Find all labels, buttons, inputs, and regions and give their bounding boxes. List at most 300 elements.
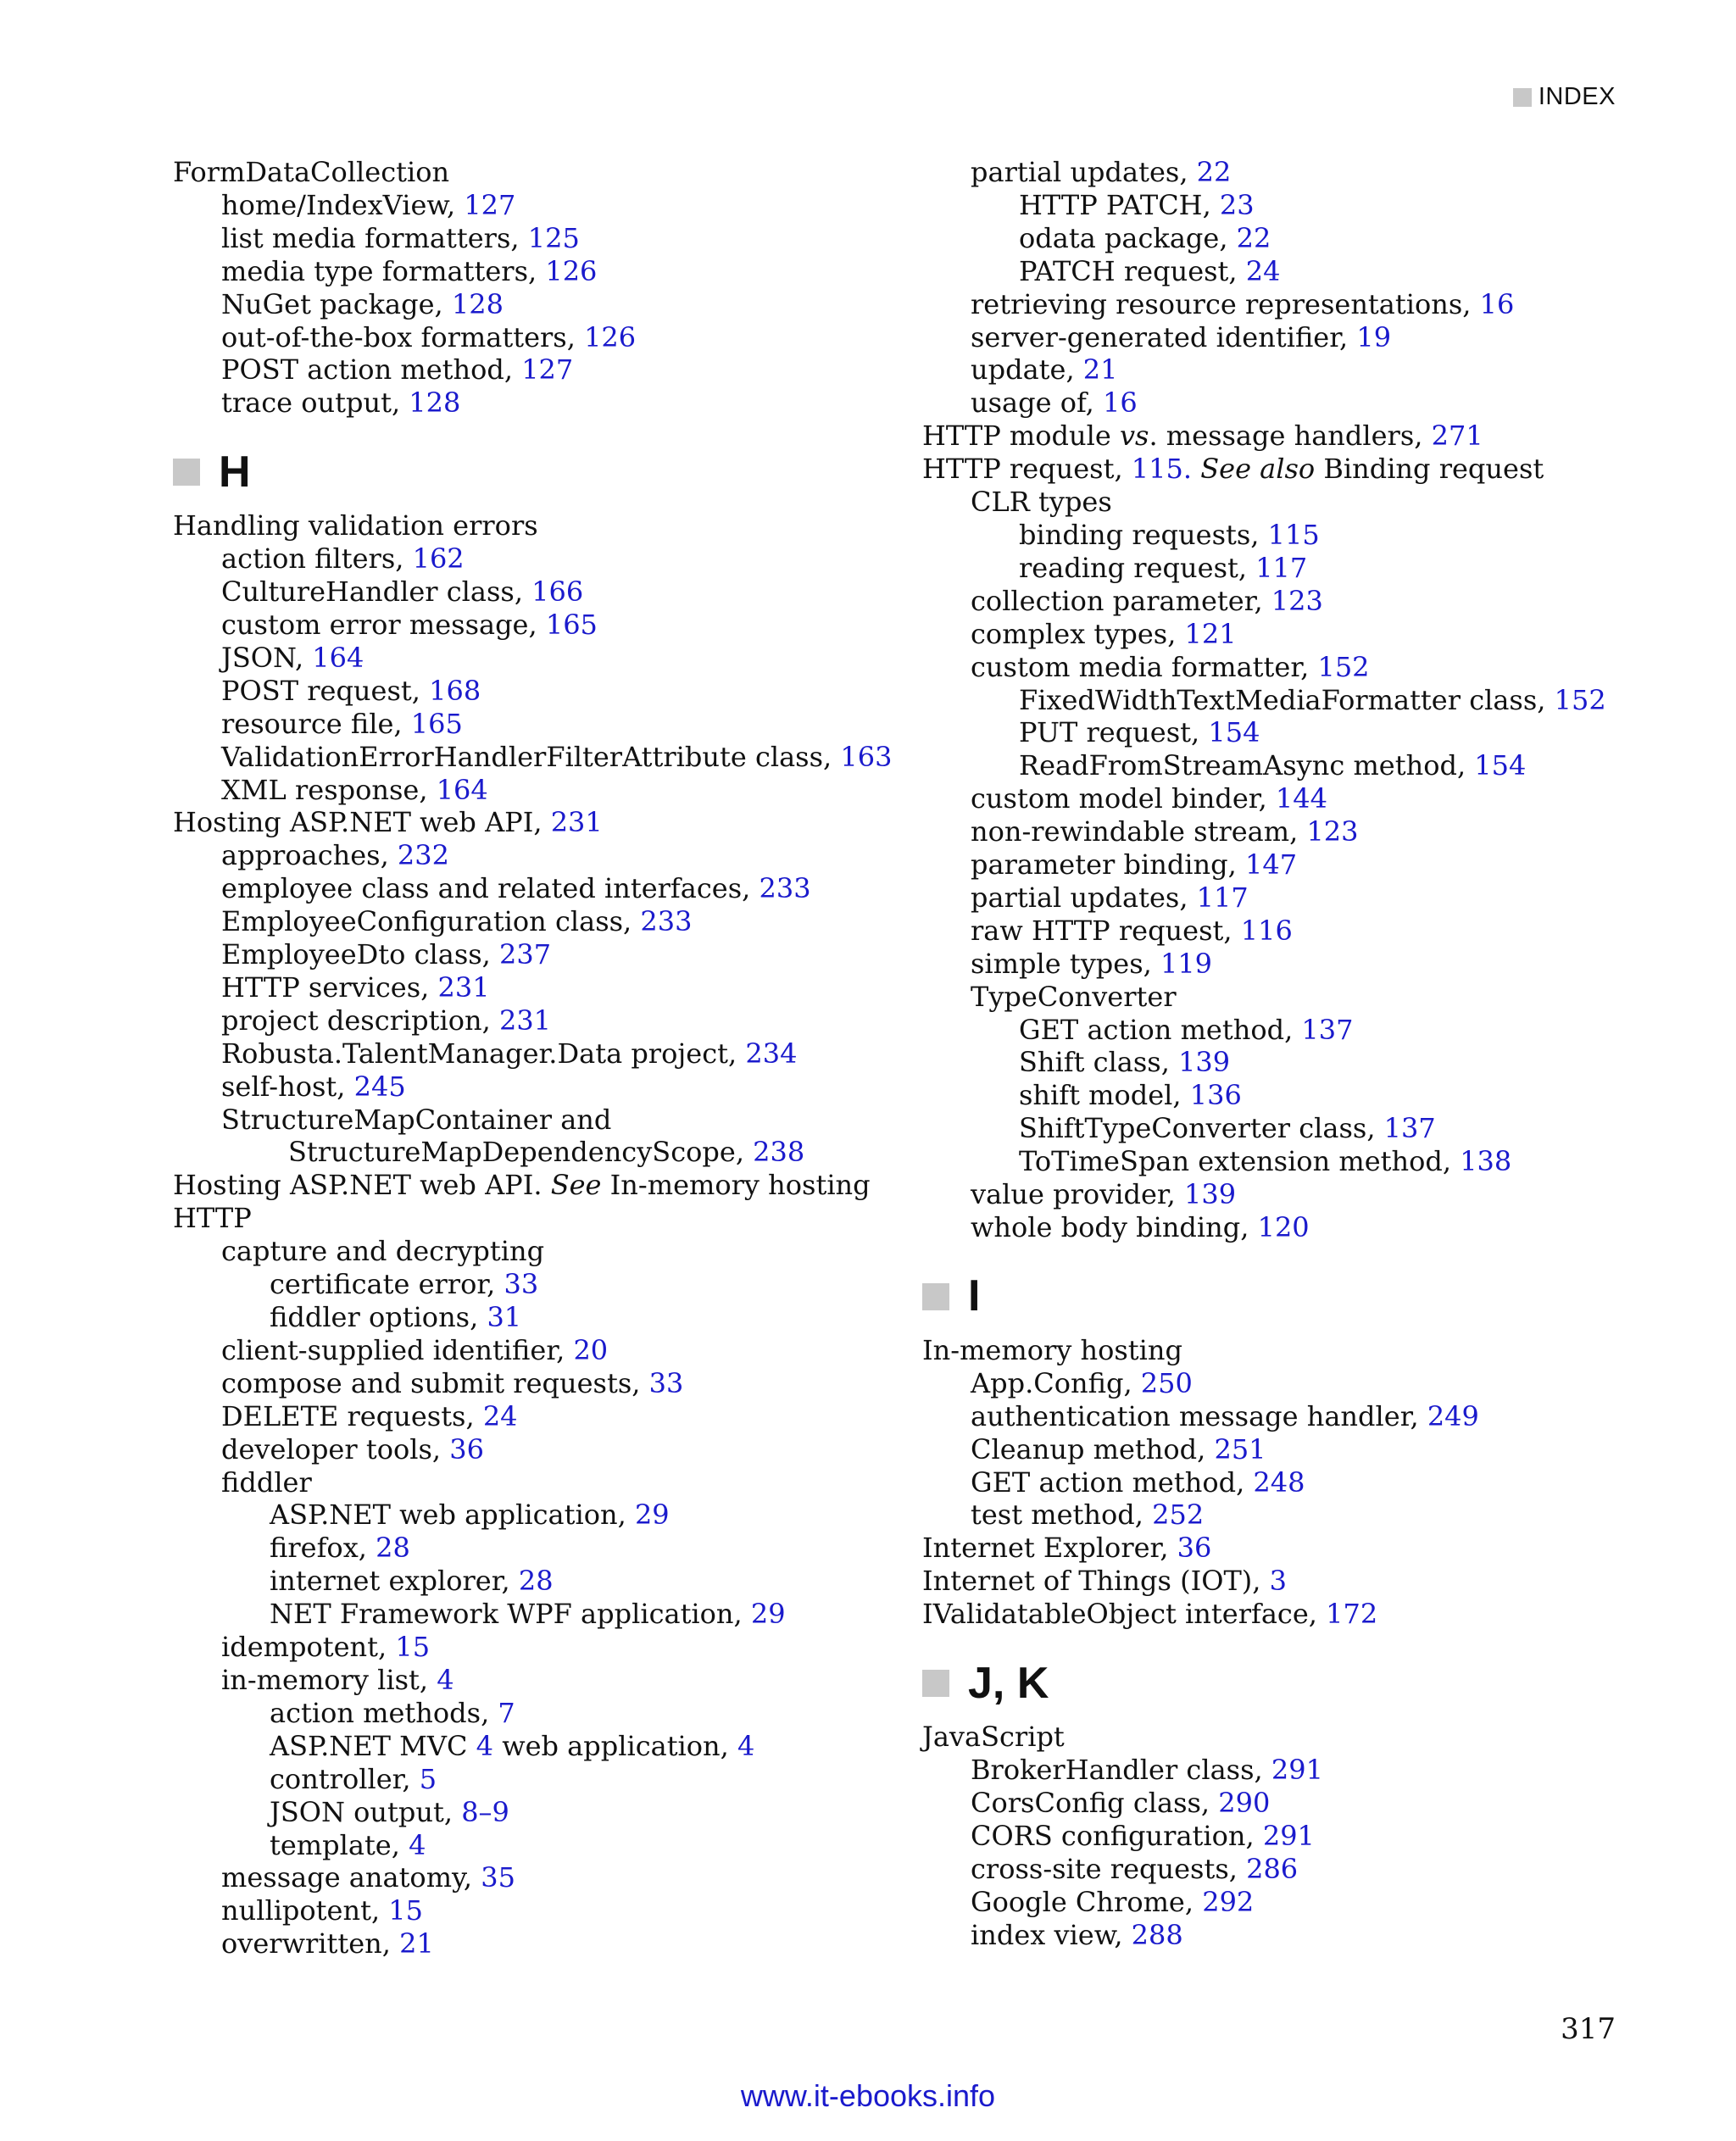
index-entry <box>173 1730 919 1763</box>
index-entry <box>922 651 1634 684</box>
index-entry <box>922 1400 1634 1433</box>
index-entry <box>173 222 919 255</box>
page-link[interactable]: 16 <box>1103 386 1138 420</box>
page-link[interactable]: 152 <box>1317 650 1370 683</box>
index-entry <box>173 1136 919 1169</box>
entry-term: resource file, <box>221 707 411 740</box>
entry-term-cont: web application, <box>493 1729 737 1762</box>
entry-term: media type formatters, <box>221 254 546 287</box>
page-link[interactable]: 137 <box>1301 1013 1354 1046</box>
page-link[interactable]: 128 <box>409 386 461 420</box>
entry-term: CORS configuration, <box>971 1819 1263 1852</box>
page-link[interactable]: 139 <box>1178 1046 1231 1079</box>
entry-term-cont: Binding request <box>1315 453 1544 486</box>
square-bullet-icon <box>173 459 200 486</box>
index-entry <box>173 156 919 189</box>
index-column-left <box>173 156 919 1960</box>
entry-term: overwritten, <box>221 1927 400 1960</box>
index-entry <box>922 1211 1634 1244</box>
index-entry <box>922 1079 1634 1112</box>
index-entry <box>922 1565 1634 1598</box>
page-link[interactable]: 137 <box>1383 1112 1436 1145</box>
footer-link[interactable]: www.it-ebooks.info <box>740 2078 996 2113</box>
entry-term: EmployeeDto class, <box>221 938 500 971</box>
index-entry <box>173 1894 919 1927</box>
index-entry <box>173 971 919 1004</box>
page-link[interactable]: 20 <box>573 1333 609 1366</box>
entry-term: ASP.NET web application, <box>270 1499 635 1532</box>
entry-term: TypeConverter <box>971 980 1177 1013</box>
entry-term: StructureMapDependencyScope, <box>288 1136 754 1169</box>
entry-term: fiddler options, <box>270 1301 487 1333</box>
entry-term: non-rewindable stream, <box>971 815 1307 848</box>
page-link[interactable]: 147 <box>1244 848 1298 881</box>
section-letter: I <box>968 1271 981 1321</box>
page-link[interactable]: 154 <box>1208 716 1260 749</box>
entry-term: capture and decrypting <box>221 1235 545 1268</box>
entry-term: GET action method, <box>971 1465 1254 1499</box>
index-entry <box>173 1631 919 1664</box>
page-link[interactable]: 286 <box>1246 1852 1299 1885</box>
page-link[interactable]: 123 <box>1271 584 1323 617</box>
index-entry <box>922 1178 1634 1211</box>
page-link[interactable]: 232 <box>397 839 449 872</box>
page-link[interactable]: 163 <box>840 740 893 773</box>
square-bullet-icon <box>1513 88 1532 107</box>
page-link[interactable]: 121 <box>1184 617 1237 650</box>
index-entry <box>173 741 919 774</box>
entry-term: Hosting ASP.NET web API. <box>173 1169 551 1202</box>
page-link[interactable]: 19 <box>1356 320 1392 353</box>
entry-term: in-memory list, <box>221 1663 437 1696</box>
index-entry <box>922 881 1634 915</box>
index-entry <box>173 1466 919 1499</box>
index-entry <box>922 519 1634 552</box>
page-link[interactable]: 166 <box>531 576 584 609</box>
index-entry <box>173 321 919 354</box>
index-entry <box>922 684 1634 717</box>
entry-term: DELETE requests, <box>221 1399 483 1432</box>
index-entry <box>173 806 919 839</box>
entry-term: retrieving resource representations, <box>971 287 1480 320</box>
index-entry <box>173 1565 919 1598</box>
entry-term: POST action method, <box>221 353 522 386</box>
entry-term: nullipotent, <box>221 1894 389 1927</box>
entry-term: NET Framework WPF application, <box>270 1598 751 1631</box>
page-link[interactable]: 245 <box>353 1070 406 1103</box>
index-entry <box>922 915 1634 948</box>
page-link[interactable]: 231 <box>437 970 490 1004</box>
page-link[interactable]: 136 <box>1189 1079 1242 1112</box>
index-entry <box>173 1796 919 1829</box>
entry-term: POST request, <box>221 674 430 707</box>
page-link[interactable]: 231 <box>498 1004 552 1037</box>
entry-term: employee class and related interfaces, <box>221 872 760 905</box>
page-link[interactable]: 162 <box>412 542 465 576</box>
entry-term: HTTP module <box>922 420 1120 453</box>
index-entry <box>173 1532 919 1565</box>
entry-term: App.Config, <box>971 1366 1141 1399</box>
entry-term: firefox, <box>270 1532 376 1565</box>
page-link[interactable]: 234 <box>745 1037 798 1070</box>
index-entry <box>173 1598 919 1631</box>
index-entry <box>922 1334 1634 1367</box>
page-link[interactable]: 8–9 <box>461 1795 509 1828</box>
section-letter-heading <box>922 1660 1634 1707</box>
page-link[interactable]: 115. <box>1131 453 1193 486</box>
entry-term: JavaScript <box>922 1721 1065 1754</box>
page-link[interactable]: 116 <box>1240 914 1293 947</box>
entry-term: binding requests, <box>1019 518 1268 551</box>
entry-term: whole body binding, <box>971 1211 1258 1243</box>
page-link[interactable]: 15 <box>388 1894 423 1927</box>
index-entry <box>173 288 919 321</box>
page-link[interactable]: 117 <box>1255 551 1308 584</box>
index-entry <box>173 872 919 905</box>
index-entry <box>922 1787 1634 1820</box>
entry-term: Cleanup method, <box>971 1432 1215 1465</box>
index-entry <box>922 1499 1634 1532</box>
entry-term: odata package, <box>1019 221 1237 254</box>
entry-term: shift model, <box>1019 1079 1190 1112</box>
entry-term-cont: . message handlers, <box>1149 420 1432 453</box>
entry-term: IValidatableObject interface, <box>922 1598 1327 1631</box>
entry-term: client-supplied identifier, <box>221 1333 574 1366</box>
index-entry <box>173 353 919 386</box>
page-link[interactable]: 251 <box>1214 1432 1266 1465</box>
index-entry <box>922 848 1634 881</box>
page-link[interactable]: 233 <box>640 905 693 938</box>
entry-term: custom media formatter, <box>971 650 1318 683</box>
entry-term: custom error message, <box>221 608 546 641</box>
index-entry <box>922 1145 1634 1178</box>
index-entry <box>922 255 1634 288</box>
page-link[interactable]: 237 <box>499 938 552 971</box>
page-link[interactable]: 15 <box>395 1631 431 1664</box>
entry-term: HTTP <box>173 1202 252 1235</box>
entry-term: ValidationErrorHandlerFilterAttribute class, <box>221 740 841 773</box>
page-link[interactable]: 23 <box>1219 188 1255 221</box>
page-link[interactable]: 123 <box>1306 815 1359 848</box>
entry-term: controller, <box>270 1762 420 1795</box>
index-entry <box>922 1721 1634 1754</box>
entry-term: StructureMapContainer and <box>221 1103 612 1136</box>
entry-term: HTTP services, <box>221 970 438 1004</box>
page-link[interactable]: 172 <box>1326 1598 1378 1631</box>
page-link[interactable]: 22 <box>1236 221 1271 254</box>
page-link[interactable]: 138 <box>1460 1145 1512 1178</box>
index-entry <box>173 1301 919 1334</box>
index-entry <box>173 255 919 288</box>
entry-term: project description, <box>221 1004 499 1037</box>
entry-term: fiddler <box>221 1465 312 1499</box>
index-entry <box>173 1861 919 1894</box>
page-link[interactable]: 233 <box>759 872 811 905</box>
entry-term: PUT request, <box>1019 716 1209 749</box>
entry-italic: See <box>550 1169 602 1202</box>
running-head-label: INDEX <box>1538 83 1616 110</box>
index-entry <box>173 1169 919 1202</box>
page-link[interactable]: 290 <box>1218 1786 1271 1819</box>
page-link[interactable]: 5 <box>419 1762 437 1795</box>
entry-term: Hosting ASP.NET web API, <box>173 806 551 839</box>
page-link[interactable]: 117 <box>1196 881 1249 914</box>
entry-term: GET action method, <box>1019 1013 1302 1046</box>
index-entry <box>173 1037 919 1070</box>
index-entry <box>922 1754 1634 1787</box>
square-bullet-icon <box>922 1283 949 1310</box>
index-entry <box>922 386 1634 420</box>
index-entry <box>173 1104 919 1137</box>
page-link[interactable]: 4 <box>737 1729 755 1762</box>
page-link[interactable]: 152 <box>1554 683 1606 716</box>
page-link[interactable]: 33 <box>504 1268 539 1301</box>
page-link[interactable]: 33 <box>648 1366 684 1399</box>
index-entry <box>173 1202 919 1235</box>
entry-term: trace output, <box>221 386 409 420</box>
entry-term: certificate error, <box>270 1268 504 1301</box>
page-link[interactable]: 22 <box>1196 156 1232 188</box>
index-entry <box>922 552 1634 585</box>
entry-term: raw HTTP request, <box>971 914 1241 947</box>
index-entry <box>173 542 919 576</box>
entry-term: compose and submit requests, <box>221 1366 649 1399</box>
entry-term: simple types, <box>971 947 1160 980</box>
entry-italic: vs <box>1119 420 1149 453</box>
index-entry <box>922 222 1634 255</box>
page-link[interactable]: 21 <box>1082 353 1118 386</box>
entry-term: custom model binder, <box>971 782 1276 815</box>
index-entry <box>922 815 1634 848</box>
entry-term: partial updates, <box>971 156 1197 188</box>
page-link[interactable]: 24 <box>1245 254 1281 287</box>
index-entry <box>922 1014 1634 1047</box>
index-entry <box>173 1004 919 1037</box>
page-link[interactable]: 126 <box>584 320 637 353</box>
entry-term: JSON, <box>221 641 313 674</box>
page-link[interactable]: 291 <box>1271 1753 1323 1786</box>
section-letter-heading <box>173 448 919 496</box>
index-entry <box>922 948 1634 981</box>
index-entry <box>922 1466 1634 1499</box>
page-link[interactable]: 29 <box>634 1499 670 1532</box>
running-head <box>1513 83 1616 111</box>
entry-term: HTTP request, <box>922 453 1132 486</box>
page-link[interactable]: 271 <box>1431 420 1483 453</box>
index-entry <box>173 905 919 938</box>
index-entry <box>922 1886 1634 1919</box>
page-link[interactable]: 248 <box>1253 1465 1305 1499</box>
entry-term: update, <box>971 353 1083 386</box>
page-link[interactable]: 28 <box>518 1565 554 1598</box>
index-entry <box>922 618 1634 651</box>
page-link[interactable]: 28 <box>376 1532 410 1565</box>
index-entry <box>922 321 1634 354</box>
entry-term: approaches, <box>221 839 398 872</box>
index-entry <box>922 749 1634 782</box>
index-entry <box>922 288 1634 321</box>
page-link[interactable]: 291 <box>1262 1819 1315 1852</box>
entry-term: collection parameter, <box>971 584 1271 617</box>
index-entry <box>922 1046 1634 1079</box>
entry-term: template, <box>270 1828 409 1861</box>
entry-term: FormDataCollection <box>173 156 450 188</box>
entry-term: BrokerHandler class, <box>971 1753 1271 1786</box>
page-link[interactable]: 164 <box>312 641 364 674</box>
entry-term: ToTimeSpan extension method, <box>1019 1145 1461 1178</box>
page-link[interactable]: 7 <box>498 1696 515 1729</box>
page-link[interactable]: 231 <box>550 806 603 839</box>
index-entry <box>922 716 1634 749</box>
entry-term: parameter binding, <box>971 848 1245 881</box>
index-entry <box>173 1235 919 1268</box>
entry-term: FixedWidthTextMediaFormatter class, <box>1019 683 1555 716</box>
entry-term: In-memory hosting <box>922 1333 1182 1366</box>
entry-term: reading request, <box>1019 551 1256 584</box>
index-entry <box>922 420 1634 453</box>
index-entry <box>922 1367 1634 1400</box>
page-link[interactable]: 288 <box>1131 1918 1183 1951</box>
page-link[interactable]: 292 <box>1202 1885 1255 1918</box>
index-entry <box>922 585 1634 618</box>
entry-term: HTTP PATCH, <box>1019 188 1220 221</box>
page-link[interactable]: 165 <box>545 608 598 641</box>
entry-term-cont: In-memory hosting <box>601 1169 871 1202</box>
square-bullet-icon <box>922 1670 949 1697</box>
index-entry <box>922 981 1634 1014</box>
index-entry <box>173 675 919 708</box>
page-link[interactable]: 168 <box>429 674 481 707</box>
page-link[interactable]: 154 <box>1474 749 1527 782</box>
index-entry <box>173 774 919 807</box>
entry-italic: See also <box>1192 453 1316 486</box>
index-entry <box>922 1433 1634 1466</box>
index-entry <box>173 1697 919 1730</box>
index-entry <box>922 1112 1634 1145</box>
entry-term: message anatomy, <box>221 1861 481 1894</box>
page-link[interactable]: 252 <box>1152 1499 1205 1532</box>
entry-term: partial updates, <box>971 881 1197 914</box>
page-link[interactable]: 144 <box>1275 782 1327 815</box>
index-entry <box>173 938 919 971</box>
entry-term: index view, <box>971 1918 1132 1951</box>
page-link[interactable]: 128 <box>451 287 504 320</box>
entry-term: action methods, <box>270 1696 498 1729</box>
page-link[interactable]: 31 <box>487 1301 522 1333</box>
section-letter-heading <box>922 1273 1634 1321</box>
page-link[interactable]: 4 <box>476 1729 494 1762</box>
index-entry <box>173 1433 919 1466</box>
index-entry <box>173 1334 919 1367</box>
page-link[interactable]: 126 <box>545 254 598 287</box>
index-entry <box>173 1927 919 1960</box>
page-link[interactable]: 35 <box>481 1861 515 1894</box>
page-link[interactable]: 16 <box>1479 287 1515 320</box>
page-link[interactable]: 24 <box>482 1399 518 1432</box>
index-entry <box>173 1400 919 1433</box>
entry-term: PATCH request, <box>1019 254 1246 287</box>
index-entry <box>173 189 919 222</box>
page-link[interactable]: 165 <box>410 707 463 740</box>
index-entry <box>922 1598 1634 1631</box>
page-link[interactable]: 115 <box>1267 518 1320 551</box>
index-entry <box>922 1532 1634 1565</box>
page-link[interactable]: 250 <box>1140 1366 1193 1399</box>
page-link[interactable]: 127 <box>521 353 574 386</box>
section-letter: H <box>219 447 251 497</box>
entry-term: NuGet package, <box>221 287 452 320</box>
entry-term: value provider, <box>971 1178 1185 1211</box>
page-link[interactable]: 4 <box>437 1663 454 1696</box>
page-link[interactable]: 21 <box>399 1927 434 1960</box>
section-letter: J, K <box>968 1658 1049 1708</box>
page-link[interactable]: 139 <box>1184 1178 1237 1211</box>
page-link[interactable]: 238 <box>753 1136 805 1169</box>
entry-term: Robusta.TalentManager.Data project, <box>221 1037 746 1070</box>
page-link[interactable]: 36 <box>449 1432 484 1465</box>
page-link[interactable]: 36 <box>1177 1532 1212 1565</box>
index-entry <box>922 1919 1634 1952</box>
index-entry <box>173 1763 919 1796</box>
entry-term: authentication message handler, <box>971 1399 1427 1432</box>
page-link[interactable]: 164 <box>436 773 488 806</box>
entry-term: complex types, <box>971 617 1185 650</box>
page-link[interactable]: 249 <box>1427 1399 1479 1432</box>
index-entry <box>922 453 1634 486</box>
entry-term: action filters, <box>221 542 413 576</box>
index-entry <box>173 1664 919 1697</box>
entry-term: out-of-the-box formatters, <box>221 320 585 353</box>
index-entry <box>173 1070 919 1104</box>
entry-term: Shift class, <box>1019 1046 1179 1079</box>
entry-term: ReadFromStreamAsync method, <box>1019 749 1475 782</box>
index-entry <box>173 386 919 420</box>
index-entry <box>173 1367 919 1400</box>
entry-term: server-generated identifier, <box>971 320 1357 353</box>
entry-term: idempotent, <box>221 1631 396 1664</box>
page-link[interactable]: 127 <box>464 188 516 221</box>
entry-term: Google Chrome, <box>971 1885 1203 1918</box>
page-link[interactable]: 3 <box>1269 1565 1287 1598</box>
page-link[interactable]: 119 <box>1160 947 1213 980</box>
entry-term: XML response, <box>221 773 437 806</box>
entry-term: cross-site requests, <box>971 1852 1247 1885</box>
index-entry <box>922 156 1634 189</box>
page-number: 317 <box>1561 2012 1616 2046</box>
index-entry <box>173 1268 919 1301</box>
page-link[interactable]: 4 <box>409 1828 426 1861</box>
entry-term: list media formatters, <box>221 221 528 254</box>
entry-term: usage of, <box>971 386 1104 420</box>
entry-term: EmployeeConfiguration class, <box>221 905 641 938</box>
entry-term: ShiftTypeConverter class, <box>1019 1112 1384 1145</box>
index-entry <box>922 189 1634 222</box>
entry-term: self-host, <box>221 1070 354 1103</box>
entry-term: ASP.NET MVC <box>270 1729 476 1762</box>
page-link[interactable]: 29 <box>750 1598 786 1631</box>
index-entry <box>173 509 919 542</box>
index-entry <box>922 1853 1634 1886</box>
entry-term: CLR types <box>971 486 1112 519</box>
entry-term: JSON output, <box>270 1795 462 1828</box>
index-entry <box>173 609 919 642</box>
entry-term: CorsConfig class, <box>971 1786 1219 1819</box>
page-link[interactable]: 120 <box>1257 1211 1310 1243</box>
page-link[interactable]: 125 <box>527 221 580 254</box>
index-column-right <box>922 156 1634 1951</box>
index-entry <box>173 839 919 872</box>
index-entry <box>173 708 919 741</box>
